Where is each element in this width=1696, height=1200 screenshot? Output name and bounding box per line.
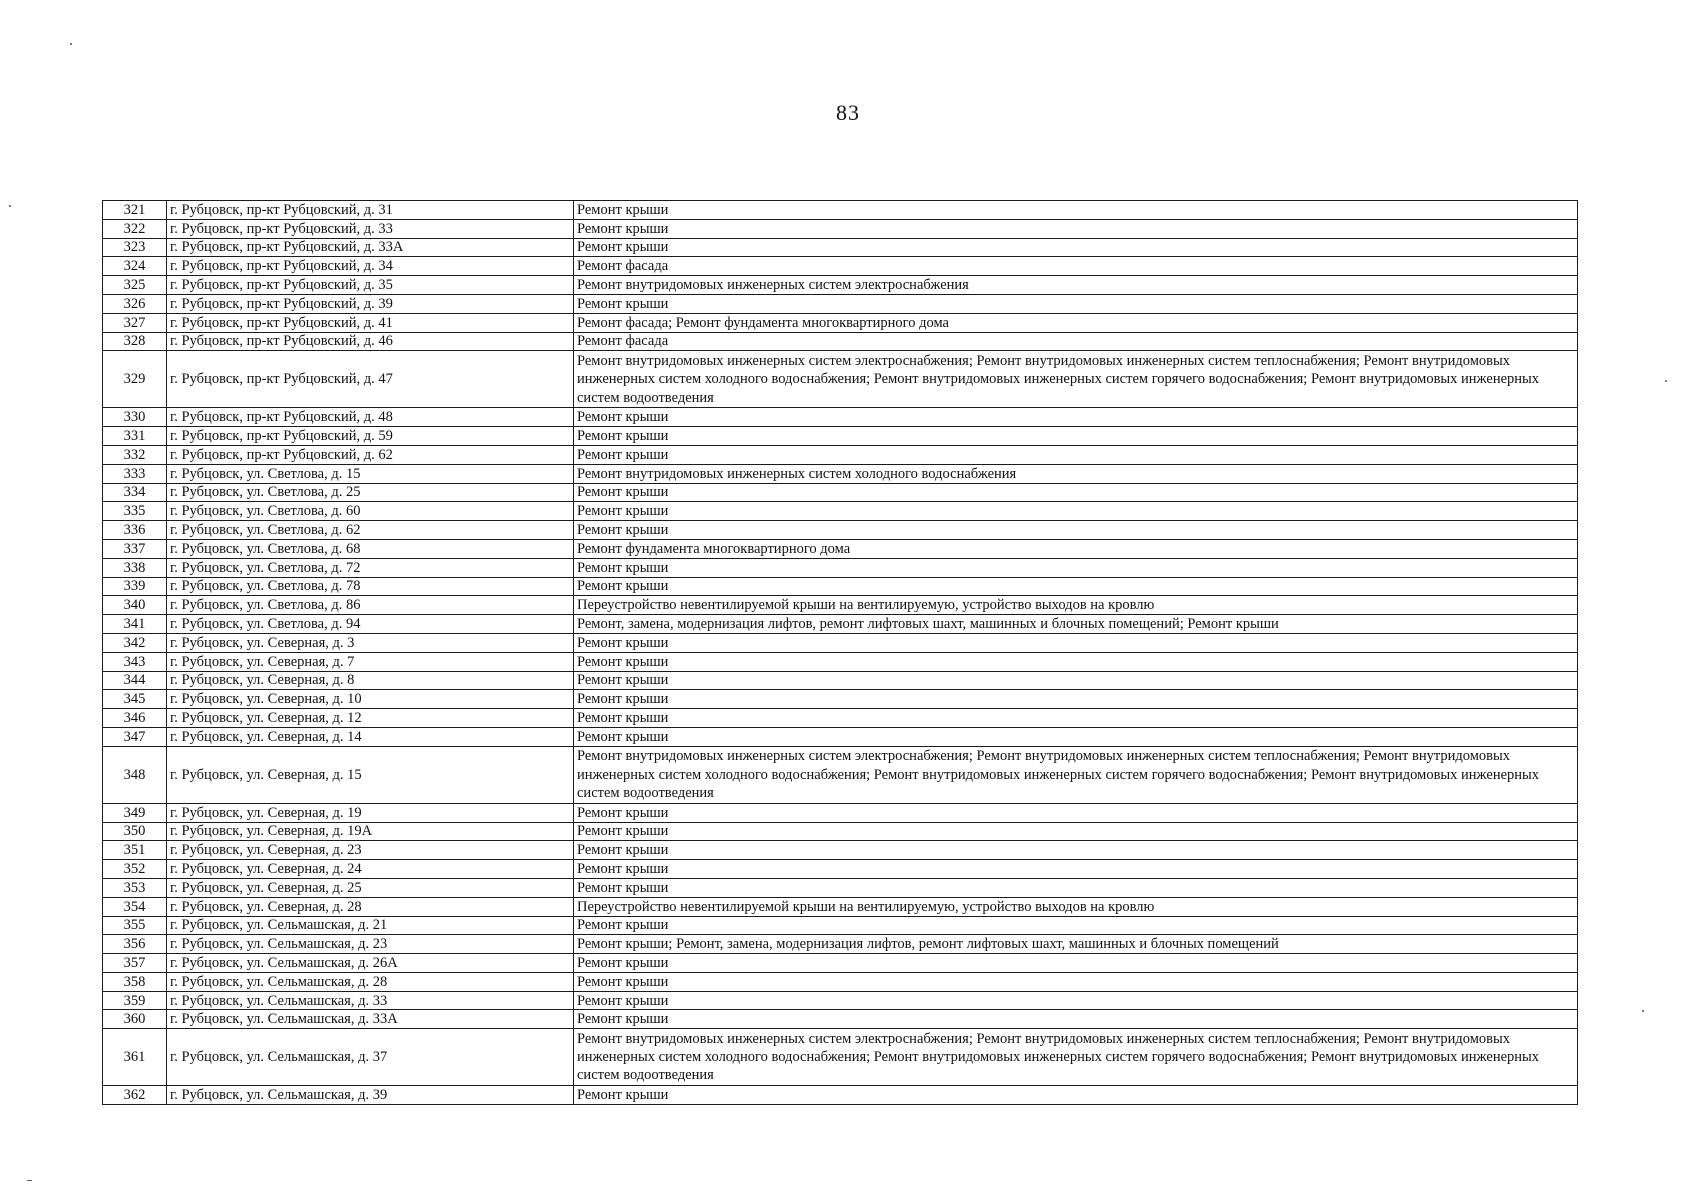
table-row bbox=[103, 860, 1578, 879]
row-number: 339 bbox=[103, 577, 167, 596]
row-work: Ремонт фундамента многоквартирного дома bbox=[574, 539, 1578, 558]
row-number: 342 bbox=[103, 633, 167, 652]
table-row bbox=[103, 727, 1578, 746]
row-address: г. Рубцовск, ул. Светлова, д. 68 bbox=[167, 539, 574, 558]
row-address: г. Рубцовск, ул. Северная, д. 12 bbox=[167, 709, 574, 728]
row-address: г. Рубцовск, ул. Северная, д. 25 bbox=[167, 878, 574, 897]
row-number: 325 bbox=[103, 276, 167, 295]
page-number: 83 bbox=[836, 100, 860, 125]
row-number: 341 bbox=[103, 615, 167, 634]
row-number: 346 bbox=[103, 709, 167, 728]
table-row bbox=[103, 935, 1578, 954]
row-work: Ремонт крыши bbox=[574, 991, 1578, 1010]
row-address: г. Рубцовск, ул. Светлова, д. 72 bbox=[167, 558, 574, 577]
row-number: 334 bbox=[103, 483, 167, 502]
row-address: г. Рубцовск, пр-кт Рубцовский, д. 59 bbox=[167, 427, 574, 446]
scan-speck bbox=[70, 43, 72, 45]
row-address: г. Рубцовск, пр-кт Рубцовский, д. 35 bbox=[167, 276, 574, 295]
row-number: 352 bbox=[103, 860, 167, 879]
row-number: 362 bbox=[103, 1086, 167, 1105]
row-work: Ремонт крыши bbox=[574, 1086, 1578, 1105]
table-row bbox=[103, 502, 1578, 521]
row-number: 353 bbox=[103, 878, 167, 897]
table-row bbox=[103, 916, 1578, 935]
row-work: Ремонт крыши bbox=[574, 201, 1578, 220]
scan-speck bbox=[1665, 380, 1667, 382]
row-number: 343 bbox=[103, 652, 167, 671]
row-work: Ремонт крыши bbox=[574, 727, 1578, 746]
row-number: 359 bbox=[103, 991, 167, 1010]
row-work: Ремонт крыши bbox=[574, 408, 1578, 427]
scan-speck bbox=[27, 1180, 32, 1181]
table-row bbox=[103, 483, 1578, 502]
row-address: г. Рубцовск, ул. Светлова, д. 60 bbox=[167, 502, 574, 521]
row-address: г. Рубцовск, пр-кт Рубцовский, д. 48 bbox=[167, 408, 574, 427]
row-address: г. Рубцовск, ул. Северная, д. 15 bbox=[167, 746, 574, 803]
row-address: г. Рубцовск, пр-кт Рубцовский, д. 47 bbox=[167, 351, 574, 408]
row-work: Переустройство невентилируемой крыши на вентилируемую, устройство выходов на кровлю bbox=[574, 897, 1578, 916]
row-work: Ремонт крыши bbox=[574, 238, 1578, 257]
table-row bbox=[103, 803, 1578, 822]
row-number: 321 bbox=[103, 201, 167, 220]
table-row bbox=[103, 445, 1578, 464]
table-row bbox=[103, 577, 1578, 596]
row-address: г. Рубцовск, ул. Сельмашская, д. 33А bbox=[167, 1010, 574, 1029]
table-row bbox=[103, 408, 1578, 427]
table-row bbox=[103, 257, 1578, 276]
table-row bbox=[103, 991, 1578, 1010]
repair-table bbox=[102, 200, 1578, 1105]
row-work: Ремонт внутридомовых инженерных систем холодного водоснабжения bbox=[574, 464, 1578, 483]
row-work: Ремонт крыши bbox=[574, 558, 1578, 577]
table-row bbox=[103, 238, 1578, 257]
row-address: г. Рубцовск, ул. Северная, д. 24 bbox=[167, 860, 574, 879]
table-row bbox=[103, 690, 1578, 709]
row-address: г. Рубцовск, ул. Сельмашская, д. 26А bbox=[167, 954, 574, 973]
row-work: Ремонт крыши bbox=[574, 878, 1578, 897]
table-row bbox=[103, 332, 1578, 351]
row-number: 331 bbox=[103, 427, 167, 446]
table-row bbox=[103, 294, 1578, 313]
row-number: 348 bbox=[103, 746, 167, 803]
row-number: 350 bbox=[103, 822, 167, 841]
table-row bbox=[103, 972, 1578, 991]
row-number: 328 bbox=[103, 332, 167, 351]
row-work: Ремонт крыши bbox=[574, 916, 1578, 935]
table-row bbox=[103, 1010, 1578, 1029]
row-work: Ремонт крыши bbox=[574, 954, 1578, 973]
row-number: 347 bbox=[103, 727, 167, 746]
row-address: г. Рубцовск, ул. Светлова, д. 86 bbox=[167, 596, 574, 615]
row-address: г. Рубцовск, пр-кт Рубцовский, д. 34 bbox=[167, 257, 574, 276]
table-row bbox=[103, 954, 1578, 973]
row-number: 330 bbox=[103, 408, 167, 427]
repair-table-body bbox=[103, 201, 1578, 1105]
table-row bbox=[103, 219, 1578, 238]
table-row bbox=[103, 746, 1578, 803]
row-address: г. Рубцовск, ул. Северная, д. 23 bbox=[167, 841, 574, 860]
row-number: 332 bbox=[103, 445, 167, 464]
row-number: 349 bbox=[103, 803, 167, 822]
row-work: Ремонт крыши bbox=[574, 841, 1578, 860]
row-work: Ремонт внутридомовых инженерных систем электроснабжения bbox=[574, 276, 1578, 295]
row-number: 358 bbox=[103, 972, 167, 991]
table-row bbox=[103, 652, 1578, 671]
row-number: 351 bbox=[103, 841, 167, 860]
table-row bbox=[103, 201, 1578, 220]
table-row bbox=[103, 822, 1578, 841]
row-address: г. Рубцовск, ул. Светлова, д. 78 bbox=[167, 577, 574, 596]
row-work: Ремонт крыши bbox=[574, 483, 1578, 502]
row-work: Ремонт крыши bbox=[574, 652, 1578, 671]
row-work: Ремонт фасада bbox=[574, 332, 1578, 351]
row-number: 360 bbox=[103, 1010, 167, 1029]
row-address: г. Рубцовск, ул. Северная, д. 3 bbox=[167, 633, 574, 652]
row-number: 344 bbox=[103, 671, 167, 690]
row-number: 329 bbox=[103, 351, 167, 408]
table-row bbox=[103, 897, 1578, 916]
row-number: 323 bbox=[103, 238, 167, 257]
row-work: Ремонт, замена, модернизация лифтов, ремонт лифтовых шахт, машинных и блочных помещений; Ремонт крыши bbox=[574, 615, 1578, 634]
row-work: Ремонт крыши bbox=[574, 219, 1578, 238]
row-work: Ремонт крыши bbox=[574, 671, 1578, 690]
row-address: г. Рубцовск, ул. Светлова, д. 62 bbox=[167, 521, 574, 540]
row-work: Ремонт внутридомовых инженерных систем электроснабжения; Ремонт внутридомовых инженерных систем теплоснабжения; Ремонт внутридомовых инженерных систем холодного водоснабжения; Ремонт внутридомовых инженерных систем горячего водоснабжения; Ремонт внутридомовых инженерных систем водоотведения bbox=[574, 1029, 1578, 1086]
table-row bbox=[103, 313, 1578, 332]
table-row bbox=[103, 351, 1578, 408]
table-row bbox=[103, 878, 1578, 897]
row-number: 324 bbox=[103, 257, 167, 276]
row-work: Ремонт крыши bbox=[574, 709, 1578, 728]
row-address: г. Рубцовск, пр-кт Рубцовский, д. 33 bbox=[167, 219, 574, 238]
row-work: Ремонт крыши bbox=[574, 803, 1578, 822]
row-address: г. Рубцовск, ул. Северная, д. 19А bbox=[167, 822, 574, 841]
row-address: г. Рубцовск, ул. Светлова, д. 15 bbox=[167, 464, 574, 483]
row-work: Ремонт внутридомовых инженерных систем электроснабжения; Ремонт внутридомовых инженерных систем теплоснабжения; Ремонт внутридомовых инженерных систем холодного водоснабжения; Ремонт внутридомовых инженерных систем горячего водоснабжения; Ремонт внутридомовых инженерных систем водоотведения bbox=[574, 351, 1578, 408]
table-row bbox=[103, 464, 1578, 483]
row-work: Ремонт крыши bbox=[574, 521, 1578, 540]
row-work: Ремонт крыши bbox=[574, 294, 1578, 313]
row-address: г. Рубцовск, пр-кт Рубцовский, д. 39 bbox=[167, 294, 574, 313]
row-number: 355 bbox=[103, 916, 167, 935]
row-address: г. Рубцовск, ул. Сельмашская, д. 37 bbox=[167, 1029, 574, 1086]
row-work: Ремонт крыши bbox=[574, 427, 1578, 446]
row-address: г. Рубцовск, пр-кт Рубцовский, д. 62 bbox=[167, 445, 574, 464]
table-row bbox=[103, 841, 1578, 860]
table-row bbox=[103, 276, 1578, 295]
row-address: г. Рубцовск, пр-кт Рубцовский, д. 46 bbox=[167, 332, 574, 351]
row-address: г. Рубцовск, ул. Северная, д. 7 bbox=[167, 652, 574, 671]
row-work: Ремонт крыши bbox=[574, 1010, 1578, 1029]
table-row bbox=[103, 709, 1578, 728]
row-address: г. Рубцовск, ул. Светлова, д. 25 bbox=[167, 483, 574, 502]
table-row bbox=[103, 1086, 1578, 1105]
table-row bbox=[103, 427, 1578, 446]
row-work: Переустройство невентилируемой крыши на вентилируемую, устройство выходов на кровлю bbox=[574, 596, 1578, 615]
row-number: 345 bbox=[103, 690, 167, 709]
row-number: 354 bbox=[103, 897, 167, 916]
row-address: г. Рубцовск, ул. Северная, д. 19 bbox=[167, 803, 574, 822]
row-number: 337 bbox=[103, 539, 167, 558]
row-number: 361 bbox=[103, 1029, 167, 1086]
row-number: 322 bbox=[103, 219, 167, 238]
row-address: г. Рубцовск, ул. Сельмашская, д. 23 bbox=[167, 935, 574, 954]
row-number: 333 bbox=[103, 464, 167, 483]
row-address: г. Рубцовск, пр-кт Рубцовский, д. 41 bbox=[167, 313, 574, 332]
row-number: 327 bbox=[103, 313, 167, 332]
row-work: Ремонт крыши; Ремонт, замена, модернизация лифтов, ремонт лифтовых шахт, машинных и блочных помещений bbox=[574, 935, 1578, 954]
row-number: 326 bbox=[103, 294, 167, 313]
row-address: г. Рубцовск, ул. Сельмашская, д. 28 bbox=[167, 972, 574, 991]
row-address: г. Рубцовск, ул. Сельмашская, д. 33 bbox=[167, 991, 574, 1010]
table-row bbox=[103, 671, 1578, 690]
row-work: Ремонт крыши bbox=[574, 502, 1578, 521]
row-work: Ремонт крыши bbox=[574, 822, 1578, 841]
table-row bbox=[103, 539, 1578, 558]
table-row bbox=[103, 615, 1578, 634]
row-number: 338 bbox=[103, 558, 167, 577]
row-work: Ремонт крыши bbox=[574, 860, 1578, 879]
row-work: Ремонт крыши bbox=[574, 972, 1578, 991]
row-work: Ремонт крыши bbox=[574, 577, 1578, 596]
row-address: г. Рубцовск, пр-кт Рубцовский, д. 31 bbox=[167, 201, 574, 220]
row-address: г. Рубцовск, пр-кт Рубцовский, д. 33А bbox=[167, 238, 574, 257]
row-number: 340 bbox=[103, 596, 167, 615]
row-work: Ремонт фасада; Ремонт фундамента многоквартирного дома bbox=[574, 313, 1578, 332]
scan-speck bbox=[9, 205, 11, 207]
row-work: Ремонт внутридомовых инженерных систем электроснабжения; Ремонт внутридомовых инженерных систем теплоснабжения; Ремонт внутридомовых инженерных систем холодного водоснабжения; Ремонт внутридомовых инженерных систем горячего водоснабжения; Ремонт внутридомовых инженерных систем водоотведения bbox=[574, 746, 1578, 803]
row-address: г. Рубцовск, ул. Северная, д. 14 bbox=[167, 727, 574, 746]
row-number: 335 bbox=[103, 502, 167, 521]
row-address: г. Рубцовск, ул. Северная, д. 10 bbox=[167, 690, 574, 709]
table-row bbox=[103, 558, 1578, 577]
row-work: Ремонт крыши bbox=[574, 633, 1578, 652]
row-address: г. Рубцовск, ул. Северная, д. 8 bbox=[167, 671, 574, 690]
table-row bbox=[103, 633, 1578, 652]
row-address: г. Рубцовск, ул. Сельмашская, д. 39 bbox=[167, 1086, 574, 1105]
row-address: г. Рубцовск, ул. Сельмашская, д. 21 bbox=[167, 916, 574, 935]
table-row bbox=[103, 596, 1578, 615]
scan-speck bbox=[1642, 1010, 1644, 1012]
row-number: 336 bbox=[103, 521, 167, 540]
row-address: г. Рубцовск, ул. Светлова, д. 94 bbox=[167, 615, 574, 634]
table-row bbox=[103, 521, 1578, 540]
row-work: Ремонт крыши bbox=[574, 445, 1578, 464]
row-work: Ремонт фасада bbox=[574, 257, 1578, 276]
table-row bbox=[103, 1029, 1578, 1086]
row-address: г. Рубцовск, ул. Северная, д. 28 bbox=[167, 897, 574, 916]
row-number: 356 bbox=[103, 935, 167, 954]
row-number: 357 bbox=[103, 954, 167, 973]
row-work: Ремонт крыши bbox=[574, 690, 1578, 709]
